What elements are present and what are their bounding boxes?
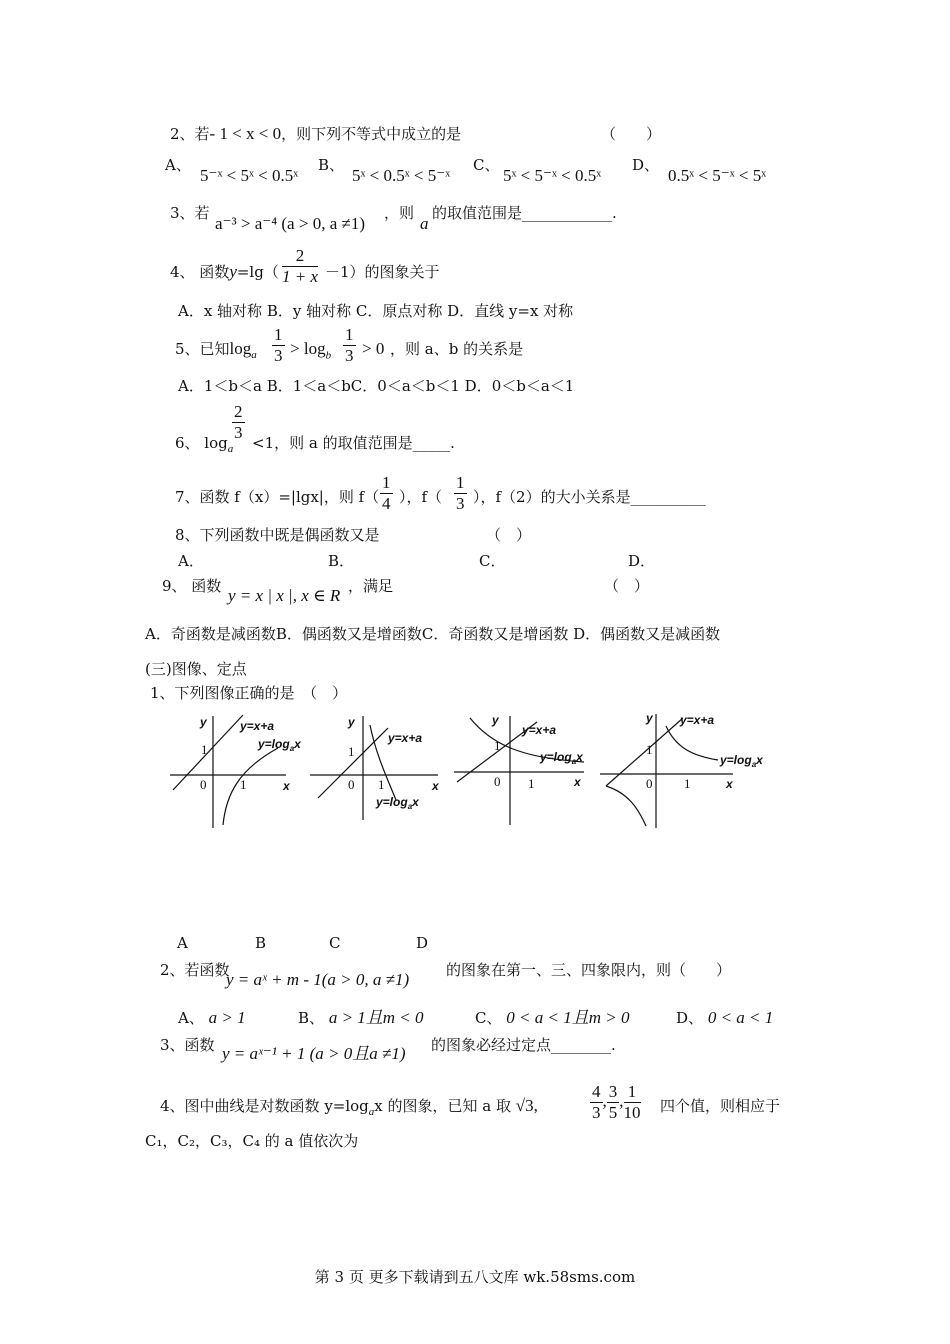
q7-fraction-1: $\frac{1}{4}$ [382, 473, 391, 513]
q5-options: A．1＜b＜a B．1＜a＜bC．0＜a＜b＜1 D．0＜b＜a＜1 [178, 377, 575, 395]
s2-option-d: D、 0 < a < 1 [676, 1008, 774, 1027]
q2-expr-a: 5⁻ˣ < 5ˣ < 0.5ˣ [200, 166, 299, 185]
graph-a-one-x: 1 [240, 777, 247, 792]
graph-d-log-curve [666, 726, 718, 760]
q2-expr-c: 5ˣ < 5⁻ˣ < 0.5ˣ [503, 166, 602, 185]
q5-tail: > 0 [362, 339, 385, 358]
q5-fraction-2: $\frac{1}{3}$ [345, 325, 354, 365]
q7-stem: 7、函数 f（x）=|lgx|，则 f（ [175, 488, 380, 506]
graph-a-one-y: 1 [201, 742, 208, 757]
s2-option-b: B、 a > 1且m < 0 [298, 1008, 424, 1027]
graph-d-line-label: y=x+a [680, 713, 715, 727]
graph-c-log-label: $y=\log_ax$ [540, 750, 583, 766]
q8-stem: 8、下列函数中既是偶函数又是 [175, 526, 380, 544]
graph-d-left-curve [606, 786, 646, 826]
q4-fraction [282, 246, 318, 287]
graph-d-one-y: 1 [646, 742, 653, 757]
graph-c [452, 710, 597, 830]
graph-c-x-label: x [574, 775, 581, 789]
graph-letter-a: A [177, 934, 188, 952]
s2-option-a: A、 a > 1 [178, 1008, 246, 1027]
q8-option-b: B． [328, 552, 355, 570]
q2-answer-paren: （ ） [601, 125, 662, 143]
s2-expr: y = aˣ + m - 1(a > 0, a ≠1) [226, 970, 410, 989]
q3-mid: ，则 [384, 204, 415, 222]
q6-stem: 6、 $\log_a$ [175, 434, 234, 455]
q5-after: ，则 a、b 的关系是 [390, 340, 524, 358]
s4-line2: C₁，C₂，C₃，C₄ 的 a 值依次为 [145, 1132, 359, 1150]
graph-a-y-label: y [200, 715, 207, 729]
graph-c-one-x: 1 [528, 776, 535, 791]
q2-stem: 2、若- 1 < x < 0，则下列不等式中成立的是 [170, 124, 462, 143]
graph-d-y-label: y [646, 711, 653, 725]
graph-a [168, 710, 308, 835]
graph-d-line [606, 718, 683, 786]
graph-c-one-y: 1 [494, 738, 501, 753]
q4-denominator: 1 + x [282, 267, 319, 286]
graph-a-log-label: $y=\log_ax$ [258, 737, 301, 753]
graph-c-y-label: y [492, 713, 499, 727]
section-heading: (三)图像、定点 [145, 660, 247, 678]
page-footer: 第 3 页 更多下载请到五八文库 wk.58sms.com [314, 1268, 636, 1286]
q2-option-b: B、 [318, 156, 345, 174]
q7-tail: ），f（2）的大小关系是__________ [473, 488, 706, 506]
graph-letter-b: B [255, 934, 267, 952]
s3-stem: 3、函数 [160, 1036, 215, 1054]
q6-tail: <1，则 a 的取值范围是_____. [252, 434, 455, 452]
q2-option-c: C、 [473, 156, 500, 174]
graph-b-line-label: y=x+a [388, 731, 423, 745]
q3-stem: 3、若 [170, 204, 210, 222]
graph-d-one-x: 1 [684, 776, 691, 791]
graph-c-line-label: y=x+a [522, 723, 557, 737]
q9-stem: 9、 函数 [162, 577, 222, 595]
q4-numerator: 2 [282, 246, 318, 267]
s4-stem: 4、图中曲线是对数函数 $y=\log_ax$ 的图象，已知 a 取 √3, [160, 1096, 538, 1118]
q2-option-d: D、 [632, 156, 660, 174]
q4-stem: 4、 函数y=lg（ [170, 262, 279, 281]
graph-b-log-label: $y=\log_ax$ [376, 795, 419, 811]
s3-expr: y = aˣ⁻¹ + 1 (a > 0且a ≠1) [222, 1044, 406, 1063]
graph-d [598, 708, 788, 833]
graph-b-one-x: 1 [378, 777, 385, 792]
graph-d-origin: 0 [646, 776, 653, 791]
graph-d-x-label: x [726, 777, 733, 791]
s2-option-c: C、 0 < a < 1且m > 0 [475, 1008, 630, 1027]
q5-middle: > $\log_b$ [290, 339, 332, 362]
q8-option-a: A． [178, 552, 204, 570]
q3-expr: a⁻³ > a⁻⁴ (a > 0, a ≠1) [215, 214, 365, 233]
graph-c-origin: 0 [494, 774, 501, 789]
s4-fractions: $\frac{4}{3}$ , $\frac{3}{5}$ , $\frac{1}{10}$ [592, 1082, 641, 1122]
q5-fraction-1: $\frac{1}{3}$ [274, 325, 283, 365]
graph-a-line-label: y=x+a [240, 719, 275, 733]
q2-condition: - 1 < x < 0 [209, 124, 282, 143]
graph-b-y-label: y [348, 715, 355, 729]
graph-b-x-label: x [432, 779, 439, 793]
q2-option-a: A、 [165, 156, 191, 174]
graph-a-x-label: x [283, 779, 290, 793]
q9-tail: ，满足 [348, 577, 394, 595]
graph-d-log-label: $y=\log_ax$ [720, 753, 763, 769]
s2-stem: 2、若函数 [160, 961, 230, 979]
q9-paren: （ ） [604, 577, 650, 595]
graph-a-origin: 0 [200, 777, 207, 792]
q4-options: A．x 轴对称 B．y 轴对称 C．原点对称 D．直线 y=x 对称 [178, 302, 574, 320]
q6-fraction: $\frac{2}{3}$ [234, 402, 243, 442]
q9-options: A．奇函数是减函数B．偶函数又是增函数C．奇函数又是增函数 D．偶函数又是减函数 [145, 625, 721, 643]
graph-b-one-y: 1 [348, 744, 355, 759]
q8-paren: （ ） [486, 526, 532, 544]
s1-stem: 1、下列图像正确的是 （ ） [150, 684, 348, 702]
q8-option-d: D． [628, 552, 656, 570]
s3-tail: 的图象必经过定点________. [431, 1036, 616, 1054]
q9-expr: y = x | x |, x ∈ R [228, 586, 341, 605]
graph-a-log-curve [223, 748, 278, 825]
q3-tail: 的取值范围是____________. [432, 204, 617, 222]
q5-stem: 5、已知$\log_a$ [175, 339, 257, 361]
graph-letter-c: C [329, 934, 341, 952]
s2-tail: 的图象在第一、三、四象限内，则（ ） [446, 961, 732, 979]
q4-after: －1）的图象关于 [325, 263, 440, 281]
q7-mid: ），f（ [399, 488, 443, 506]
q2-expr-b: 5ˣ < 0.5ˣ < 5⁻ˣ [352, 166, 451, 185]
graph-letter-d: D [416, 934, 429, 952]
q3-var: a [420, 214, 429, 233]
s4-tail: 四个值，则相应于 [660, 1097, 781, 1115]
graph-b [308, 710, 453, 825]
graph-a-line [173, 715, 243, 790]
graph-b-origin: 0 [348, 777, 355, 792]
q2-expr-d: 0.5ˣ < 5⁻ˣ < 5ˣ [668, 166, 767, 185]
q7-fraction-2: $\frac{1}{3}$ [456, 473, 465, 513]
q8-option-c: C． [479, 552, 506, 570]
